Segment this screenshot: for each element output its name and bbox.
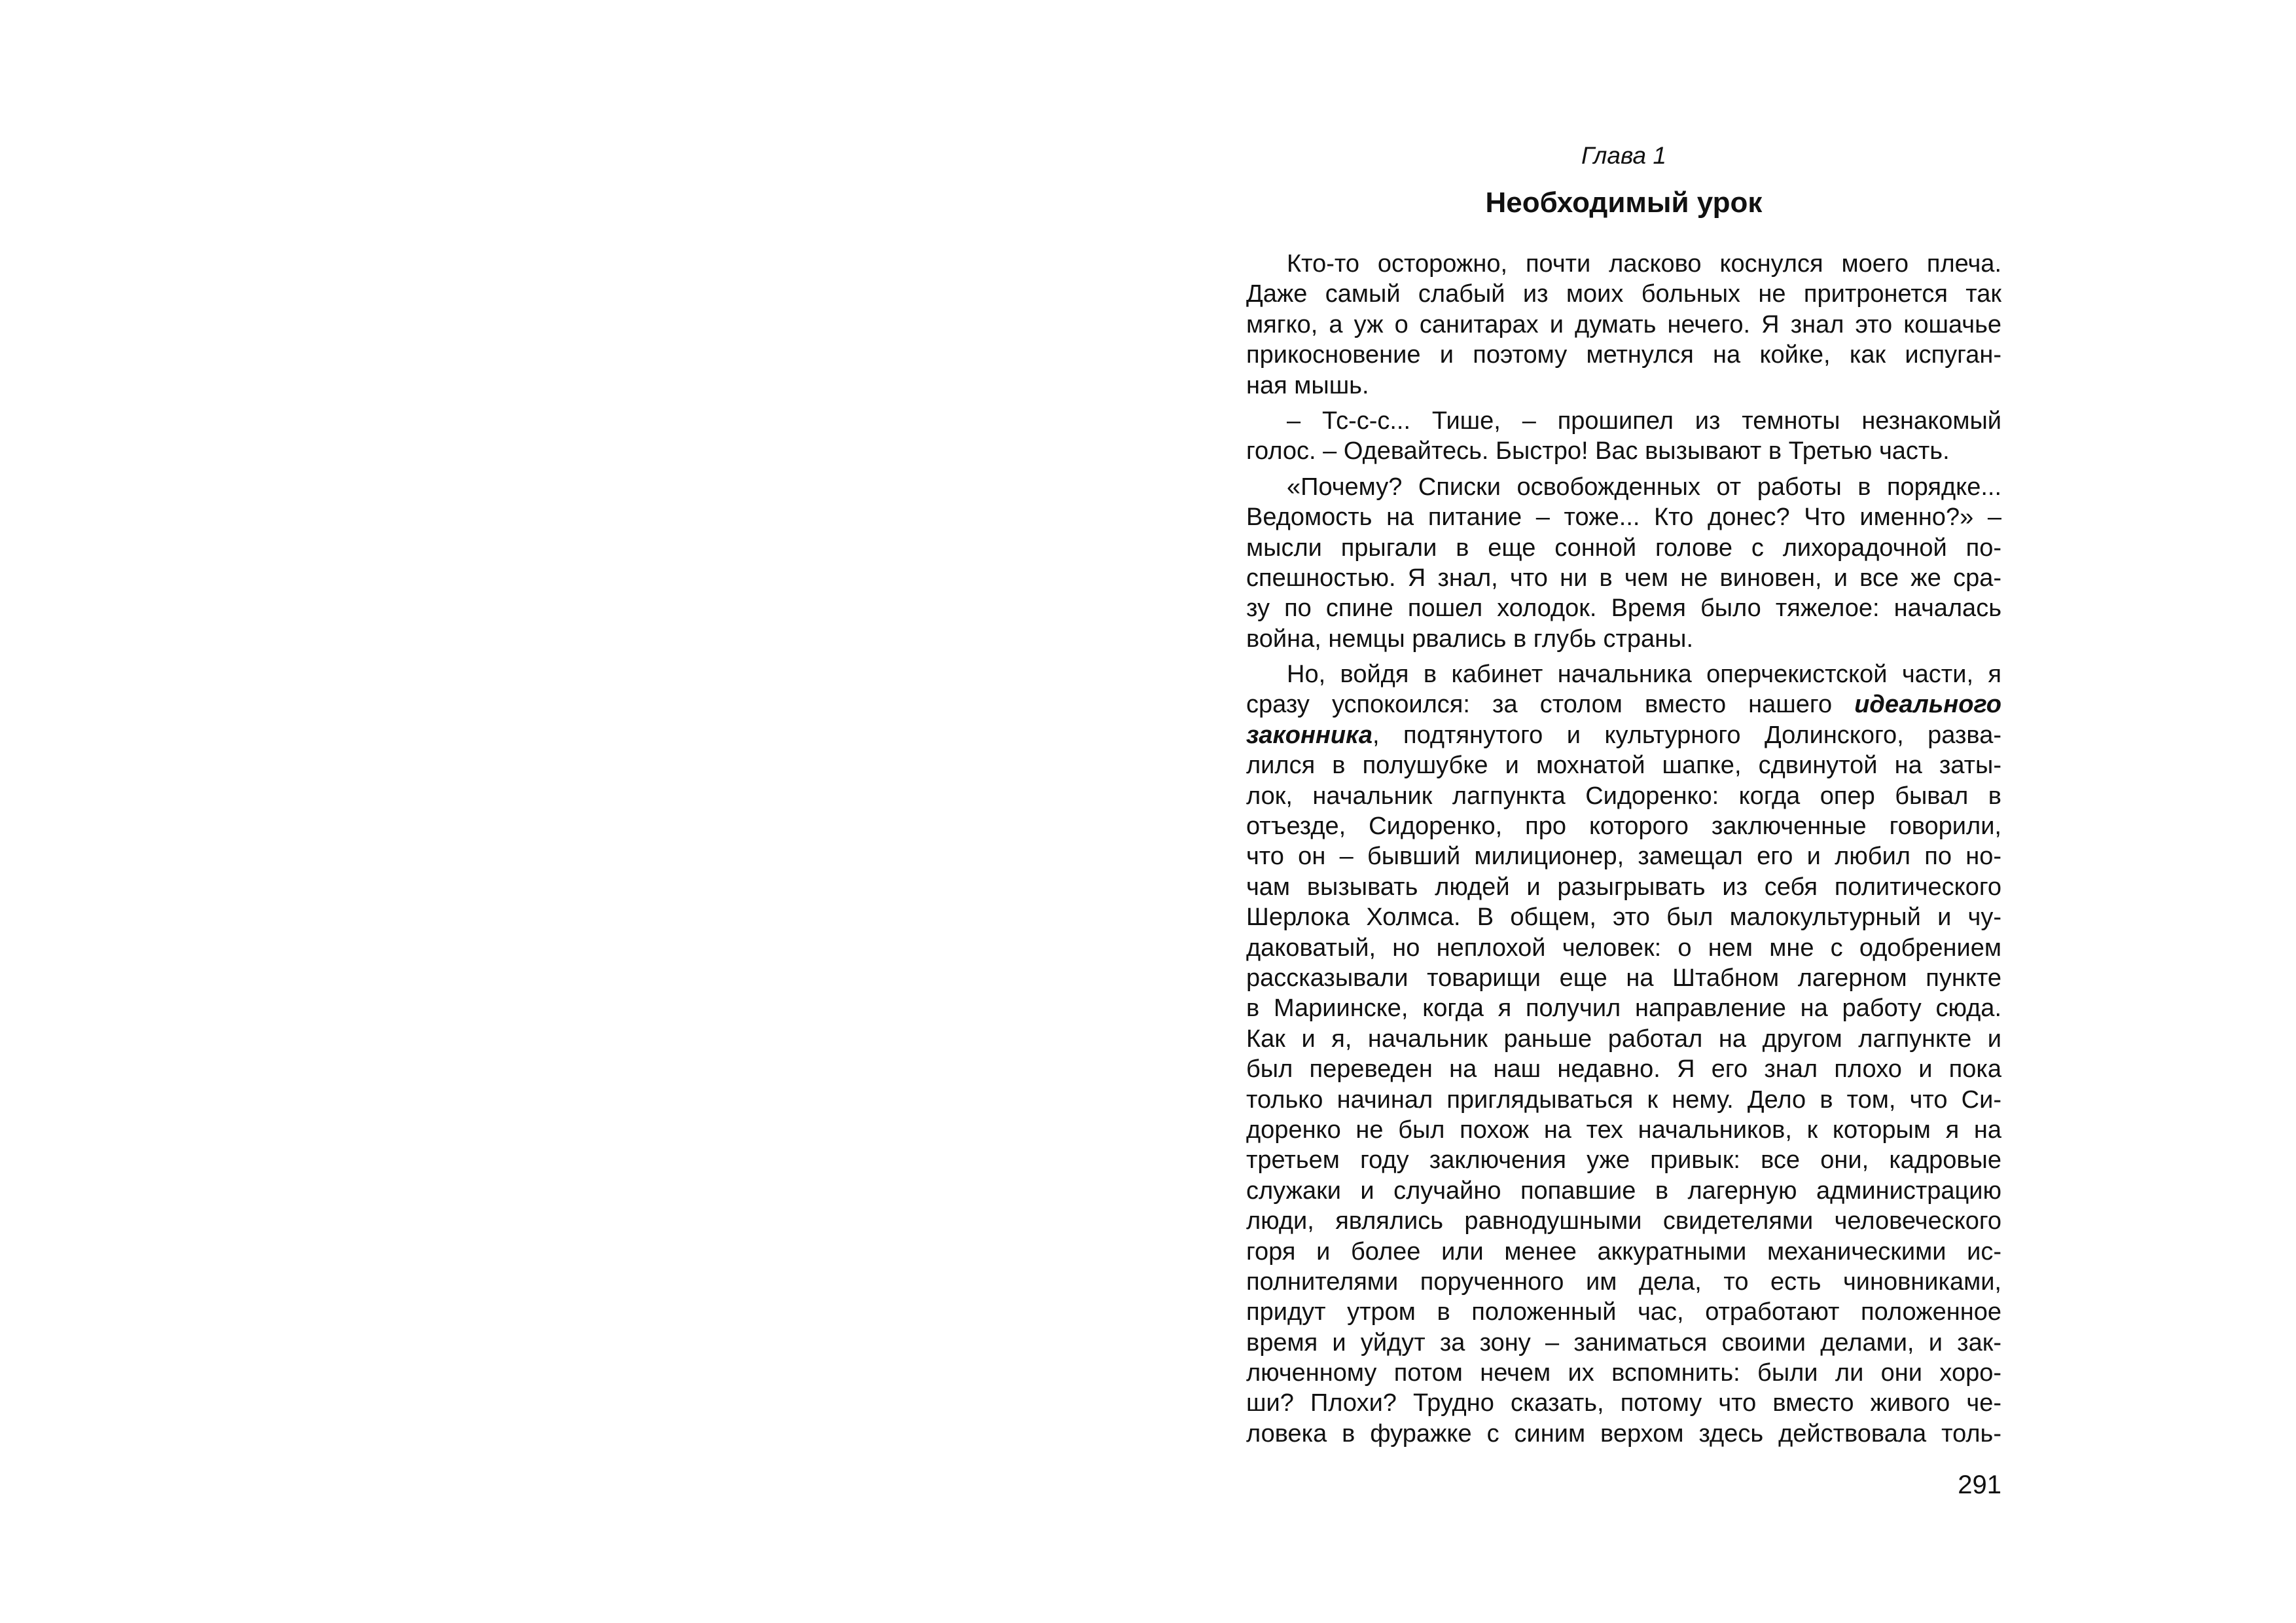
text-line: время и уйдут за зону – заниматься своими делами, и зак- bbox=[1246, 1328, 2001, 1357]
text-line: зу по спине пошел холодок. Время было тяжелое: началась bbox=[1246, 594, 2001, 623]
emphasis-text: законника bbox=[1246, 721, 1372, 749]
text-line: прикосновение и поэтому метнулся на койке, как испуган- bbox=[1246, 341, 2001, 369]
text-line: Но, войдя в кабинет начальника оперчекистской части, я bbox=[1287, 661, 2001, 689]
right-page bbox=[1148, 0, 2296, 1623]
page-number: 291 bbox=[1958, 1470, 2001, 1499]
text-line: даковатый, но неплохой человек: о нем мне с одобрением bbox=[1246, 934, 2001, 962]
text-line: горя и более или менее аккуратными механическими ис- bbox=[1246, 1237, 2001, 1266]
chapter-label: Глава 1 bbox=[1581, 142, 1666, 169]
text-fragment: , подтянутого и культурного Долинского, разва- bbox=[1372, 721, 2001, 749]
text-line: голос. – Одевайтесь. Быстро! Вас вызывают в Третью часть. bbox=[1246, 437, 1950, 465]
text-line-with-emphasis bbox=[1246, 720, 2001, 750]
chapter-title: Необходимый урок bbox=[1485, 187, 1763, 219]
text-line: «Почему? Списки освобожденных от работы в порядке... bbox=[1287, 473, 2001, 501]
text-line: люди, являлись равнодушными свидетелями человеческого bbox=[1246, 1207, 2001, 1235]
text-fragment: сразу успокоился: за столом вместо нашего bbox=[1246, 691, 1855, 719]
text-line: мысли прыгали в еще сонной голове с лихорадочной по- bbox=[1246, 534, 2001, 562]
text-line: лок, начальник лагпункта Сидоренко: когда опер бывал в bbox=[1246, 782, 2001, 810]
text-line: Как и я, начальник раньше работал на другом лагпункте и bbox=[1246, 1025, 2001, 1053]
paragraph-gap bbox=[1246, 401, 2001, 406]
text-line: мягко, а уж о санитарах и думать нечего. Я знал это кошачье bbox=[1246, 310, 2001, 338]
text-line: люченному потом нечем их вспомнить: были ли они хоро- bbox=[1246, 1359, 2001, 1387]
paragraph-gap bbox=[1246, 467, 2001, 472]
text-line: Ведомость на питание – тоже... Кто донес? Что именно?» – bbox=[1246, 503, 2001, 532]
text-line: ши? Плохи? Трудно сказать, потому что вместо живого че- bbox=[1246, 1389, 2001, 1417]
text-line: ная мышь. bbox=[1246, 371, 1369, 399]
text-line: чам вызывать людей и разыгрывать из себя политического bbox=[1246, 873, 2001, 901]
text-line: полнителями порученного им дела, то есть чиновниками, bbox=[1246, 1267, 2001, 1296]
body-text bbox=[1246, 249, 2001, 1449]
text-line: – Тс-с-с... Тише, – прошипел из темноты незнакомый bbox=[1287, 407, 2001, 435]
paragraph-gap bbox=[1246, 654, 2001, 659]
text-line: служаки и случайно попавшие в лагерную администрацию bbox=[1246, 1176, 2001, 1205]
text-line: война, немцы рвались в глубь страны. bbox=[1246, 625, 1694, 653]
text-line: придут утром в положенный час, отработают положенное bbox=[1246, 1298, 2001, 1326]
text-line: в Мариинске, когда я получил направление на работу сюда. bbox=[1246, 994, 2001, 1023]
text-line: Шерлока Холмса. В общем, это был малокультурный и чу- bbox=[1246, 903, 2001, 932]
text-line: лился в полушубке и мохнатой шапке, сдвинутой на заты- bbox=[1246, 752, 2001, 780]
text-line: спешностью. Я знал, что ни в чем не виновен, и все же сра- bbox=[1246, 564, 2001, 592]
text-line: ловека в фуражке с синим верхом здесь действовала толь- bbox=[1246, 1419, 2001, 1448]
emphasis-text: идеального bbox=[1854, 691, 2001, 719]
text-line: Даже самый слабый из моих больных не притронется так bbox=[1246, 280, 2001, 308]
text-line-with-emphasis bbox=[1246, 689, 2001, 720]
text-line: Кто-то осторожно, почти ласково коснулся моего плеча. bbox=[1287, 250, 2001, 278]
text-line: рассказывали товарищи еще на Штабном лагерном пункте bbox=[1246, 964, 2001, 992]
text-line: что он – бывший милиционер, замещал его и любил по но- bbox=[1246, 843, 2001, 871]
text-line: был переведен на наш недавно. Я его знал плохо и пока bbox=[1246, 1055, 2001, 1084]
text-line: отъезде, Сидоренко, про которого заключенные говорили, bbox=[1246, 812, 2001, 841]
text-line: третьем году заключения уже привык: все они, кадровые bbox=[1246, 1146, 2001, 1175]
text-line: только начинал приглядываться к нему. Дело в том, что Си- bbox=[1246, 1085, 2001, 1114]
text-line: доренко не был похож на тех начальников, к которым я на bbox=[1246, 1116, 2001, 1144]
